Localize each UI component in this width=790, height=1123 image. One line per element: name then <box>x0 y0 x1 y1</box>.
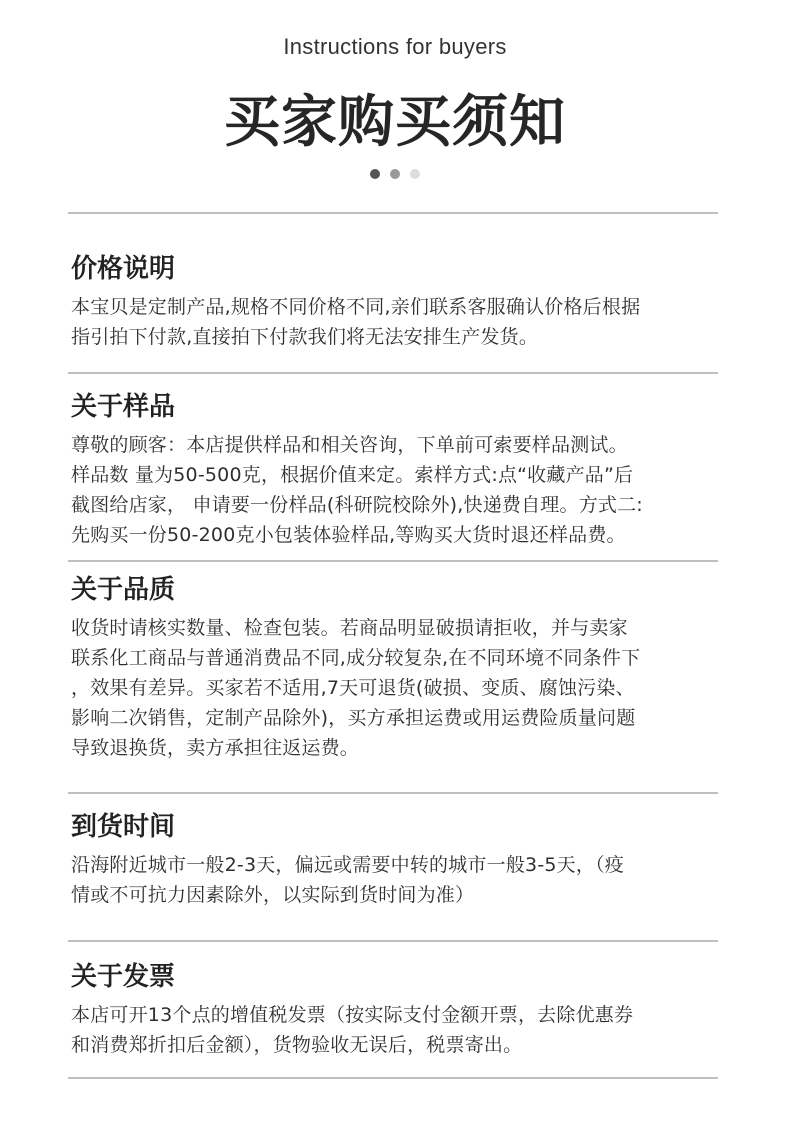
divider <box>68 372 718 374</box>
section-body <box>71 430 723 550</box>
body-line: 指引拍下付款,直接拍下付款我们将无法安排生产发货。 <box>71 326 539 348</box>
section-title: 关于样品 <box>71 392 176 422</box>
body-line: 样品数 量为50-500克，根据价值来定。索样方式:点“收藏产品”后 <box>71 464 634 486</box>
body-line: 本店可开13个点的增值税发票（按实际支付金额开票，去除优惠券 <box>71 1004 634 1026</box>
section-price <box>71 252 723 352</box>
body-line: 收货时请核实数量、检查包装。若商品明显破损请拒收，并与卖家 <box>71 617 628 639</box>
page-subtitle: Instructions for buyers <box>283 34 507 59</box>
body-line: 导致退换货，卖方承担往返运费。 <box>71 737 360 759</box>
section-title: 价格说明 <box>71 254 176 284</box>
dot-1 <box>370 169 380 179</box>
divider <box>68 940 718 942</box>
body-line: 联系化工商品与普通消费品不同,成分较复杂,在不同环境不同条件下 <box>71 647 641 669</box>
body-line: 影响二次销售，定制产品除外)，买方承担运费或用运费险质量问题 <box>71 707 636 729</box>
dot-3 <box>410 169 420 179</box>
section-delivery <box>71 810 723 910</box>
body-line: 情或不可抗力因素除外，以实际到货时间为准） <box>71 884 475 906</box>
body-line: ，效果有差异。买家若不适用,7天可退货(破损、变质、腐蚀污染、 <box>71 677 635 699</box>
section-body <box>71 850 723 910</box>
page-title: 买家购买须知 <box>224 90 566 155</box>
section-body <box>71 613 723 763</box>
section-title: 关于发票 <box>71 962 176 992</box>
body-line: 沿海附近城市一般2-3天，偏远或需要中转的城市一般3-5天，（疫 <box>71 854 624 876</box>
body-line: 截图给店家， 申请要一份样品(科研院校除外),快递费自理。方式二: <box>71 494 643 516</box>
pagination-dots <box>0 169 790 179</box>
section-quality <box>71 573 723 763</box>
divider <box>68 792 718 794</box>
section-body <box>71 292 723 352</box>
body-line: 尊敬的顾客：本店提供样品和相关咨询，下单前可索要样品测试。 <box>71 434 628 456</box>
dot-2 <box>390 169 400 179</box>
body-line: 本宝贝是定制产品,规格不同价格不同,亲们联系客服确认价格后根据 <box>71 296 641 318</box>
section-invoice <box>71 960 723 1060</box>
section-title: 到货时间 <box>71 812 176 842</box>
divider <box>68 560 718 562</box>
divider <box>68 1077 718 1079</box>
divider <box>68 212 718 214</box>
section-body <box>71 1000 723 1060</box>
body-line: 和消费郑折扣后金额），货物验收无误后，税票寄出。 <box>71 1034 523 1056</box>
body-line: 先购买一份50-200克小包装体验样品,等购买大货时退还样品费。 <box>71 524 626 546</box>
section-samples <box>71 390 723 550</box>
section-title: 关于品质 <box>71 575 176 605</box>
